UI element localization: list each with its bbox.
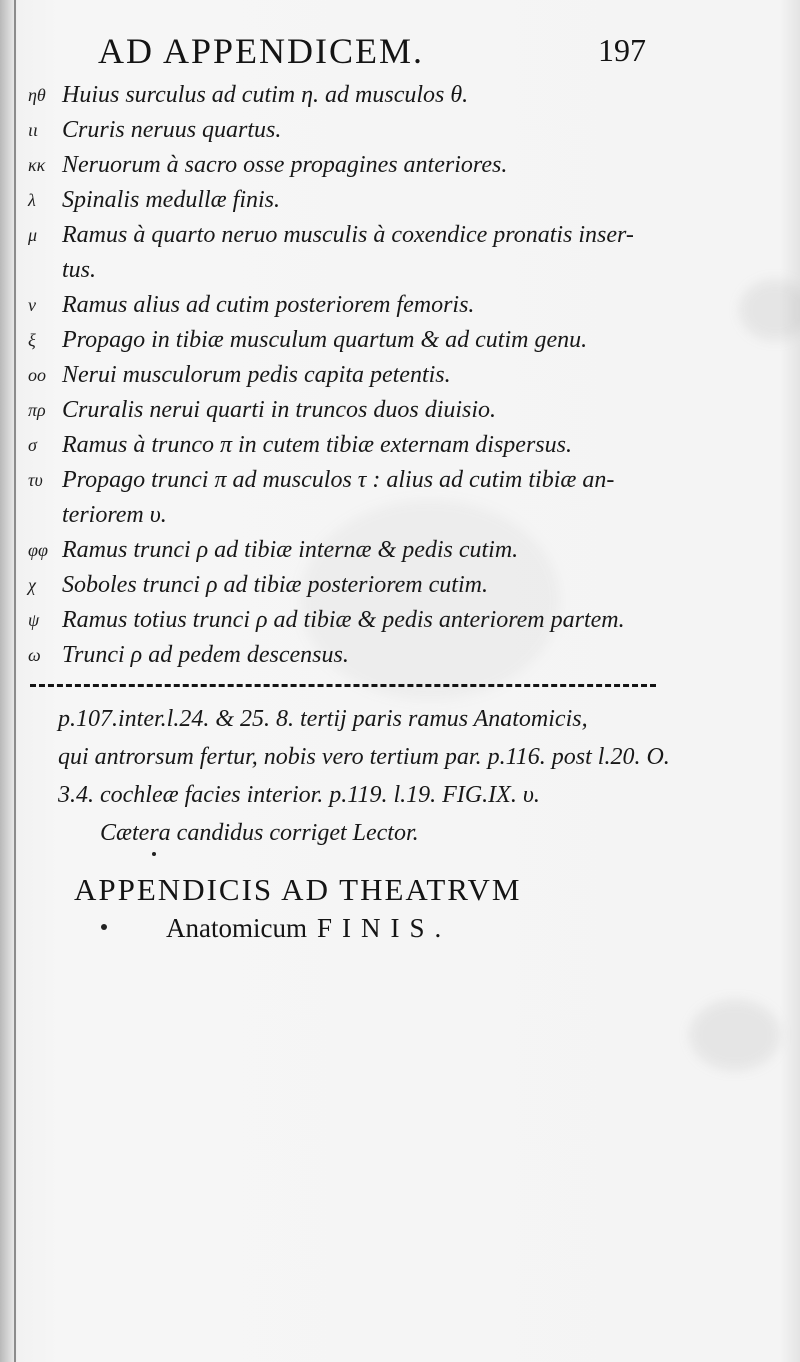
legend-entries bbox=[28, 78, 668, 673]
page-binding-edge bbox=[0, 0, 16, 1362]
finis-word: FINIS. bbox=[316, 913, 452, 943]
legend-entry bbox=[28, 603, 668, 638]
finis-prefix: Anatomicum bbox=[166, 913, 307, 943]
legend-entry bbox=[28, 393, 668, 428]
finis-subtitle bbox=[74, 910, 634, 946]
entry-text: Cruralis nerui quarti in truncos duos diuisio. bbox=[62, 397, 497, 423]
legend-entry bbox=[28, 568, 668, 603]
page-header bbox=[98, 30, 658, 74]
entry-text: Cruris neruus quartus. bbox=[62, 117, 282, 143]
separator-rule bbox=[30, 684, 656, 687]
legend-entry bbox=[28, 463, 668, 533]
ink-dot bbox=[101, 924, 107, 930]
entry-mark: ω bbox=[28, 645, 41, 665]
entry-text: Nerui musculorum pedis capita petentis. bbox=[62, 362, 451, 388]
entry-text: Soboles trunci ρ ad tibiæ posteriorem cutim. bbox=[62, 572, 488, 598]
entry-mark: πρ bbox=[28, 400, 46, 420]
entry-mark: τυ bbox=[28, 470, 43, 490]
entry-mark: ν bbox=[28, 295, 36, 315]
entry-text: Ramus alius ad cutim posteriorem femoris. bbox=[62, 292, 475, 318]
legend-entry bbox=[28, 78, 668, 113]
legend-entry bbox=[28, 148, 668, 183]
legend-entry bbox=[28, 288, 668, 323]
finis-title: APPENDICIS AD THEATRVM bbox=[74, 872, 522, 907]
errata-closing: Cætera candidus corriget Lector. bbox=[100, 820, 419, 846]
errata-block bbox=[58, 700, 678, 852]
entry-text: Propago trunci π ad musculos τ : alius ad cutim tibiæ an- bbox=[62, 467, 615, 493]
entry-mark: φφ bbox=[28, 540, 48, 560]
legend-entry bbox=[28, 323, 668, 358]
paper-stain bbox=[740, 280, 800, 340]
errata-line: qui antrorsum fertur, nobis vero tertium par. p.116. post l.20. O. bbox=[58, 744, 670, 770]
entry-text: Propago in tibiæ musculum quartum & ad cutim genu. bbox=[62, 327, 588, 353]
entry-text: Ramus à quarto neruo musculis à coxendice pronatis inser- bbox=[62, 222, 634, 248]
legend-entry bbox=[28, 113, 668, 148]
entry-mark: ψ bbox=[28, 610, 40, 630]
finis-block bbox=[74, 870, 634, 946]
entry-mark: μ bbox=[28, 225, 38, 245]
entry-mark: οο bbox=[28, 365, 46, 385]
entry-mark: κκ bbox=[28, 155, 46, 175]
entry-text: tus. bbox=[62, 257, 97, 283]
entry-text: Ramus à trunco π in cutem tibiæ externam dispersus. bbox=[62, 432, 572, 458]
legend-entry bbox=[28, 358, 668, 393]
entry-mark: λ bbox=[28, 190, 36, 210]
entry-mark: χ bbox=[28, 575, 36, 595]
entry-text: Trunci ρ ad pedem descensus. bbox=[62, 642, 349, 668]
errata-line: p.107.inter.l.24. & 25. 8. tertij paris ramus Anatomicis, bbox=[58, 706, 588, 732]
ink-dot bbox=[152, 852, 156, 856]
entry-mark: ιι bbox=[28, 120, 39, 140]
page-number: 197 bbox=[598, 32, 646, 68]
entry-text: Huius surculus ad cutim η. ad musculos θ. bbox=[62, 82, 469, 108]
legend-entry bbox=[28, 533, 668, 568]
entry-text: teriorem υ. bbox=[62, 502, 167, 528]
legend-entry bbox=[28, 428, 668, 463]
entry-mark: σ bbox=[28, 435, 37, 455]
running-title: AD APPENDICEM. bbox=[98, 31, 425, 71]
entry-mark: ηθ bbox=[28, 85, 46, 105]
entry-text: Neruorum à sacro osse propagines anteriores. bbox=[62, 152, 508, 178]
legend-entry bbox=[28, 218, 668, 288]
errata-line: 3.4. cochleæ facies interior. p.119. l.19. FIG.IX. υ. bbox=[58, 782, 540, 808]
entry-mark: ξ bbox=[28, 330, 36, 350]
legend-entry bbox=[28, 638, 668, 673]
paper-stain bbox=[690, 1000, 780, 1070]
entry-text: Ramus trunci ρ ad tibiæ internæ & pedis cutim. bbox=[62, 537, 519, 563]
legend-entry bbox=[28, 183, 668, 218]
entry-text: Ramus totius trunci ρ ad tibiæ & pedis anteriorem partem. bbox=[62, 607, 625, 633]
entry-text: Spinalis medullæ finis. bbox=[62, 187, 281, 213]
